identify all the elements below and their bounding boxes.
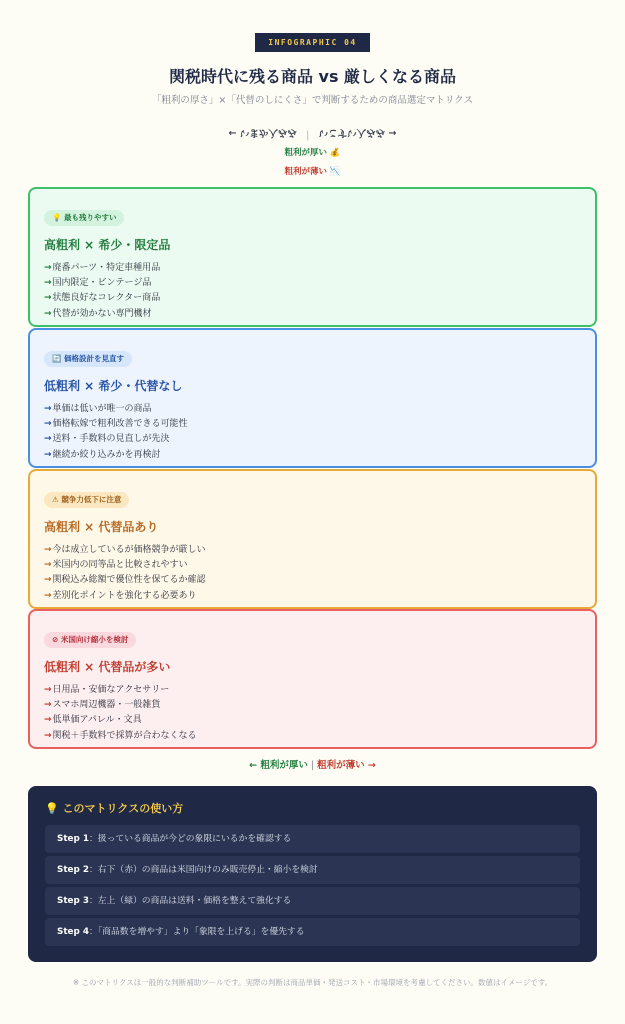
list-item: →代替が効かない専門機材 (44, 308, 152, 319)
list-item: →送料・手数料の見直しが先決 (44, 434, 170, 445)
list-item: →米国内の同等品と比較されやすい (44, 560, 188, 571)
axis-bottom-separator: | (310, 760, 315, 771)
arrow-right-icon: → (44, 404, 52, 414)
footnote: ※ このマトリクスは一般的な判断補助ツールです。実際の判断は商品単価・発送コスト・市場環境を考慮してください。数値はイメージです。 (72, 978, 553, 987)
axis-bottom-label (0, 757, 625, 771)
quadrant-card-high-margin-substitutable (28, 469, 597, 609)
list-item: →国内限定・ビンテージ品 (44, 278, 152, 289)
quadrant-heading: 高粗利 × 希少・限定品 (44, 238, 171, 252)
axis-bottom-right: 粗利が薄い → (317, 760, 376, 771)
quadrant-list (44, 261, 595, 322)
step-label: Step 1 (57, 834, 89, 844)
list-item: →単価は低いが唯一の商品 (44, 404, 152, 414)
arrow-right-icon: → (44, 449, 52, 460)
arrow-right-icon: → (44, 730, 52, 741)
list-item: →差別化ポイントを強化する必要あり (44, 590, 197, 601)
step-text: ：「商品数を増やす」より「象限を上げる」を優先する (89, 927, 305, 937)
quadrant-card-low-margin-substitutable (28, 609, 597, 749)
arrow-right-icon: → (44, 575, 52, 586)
axis-top-label (0, 127, 625, 141)
infographic-badge: INFOGRAPHIC 04 (255, 33, 370, 52)
list-item: →今は成立しているが価格競争が厳しい (44, 545, 206, 555)
arrow-right-icon: → (44, 685, 52, 695)
howto-title: 💡 このマトリクスの使い方 (45, 802, 184, 815)
step-label: Step 3 (57, 896, 89, 906)
list-item: →廃番パーツ・特定車種用品 (44, 263, 161, 273)
list-item: →日用品・安価なアクセサリー (44, 685, 170, 695)
arrow-right-icon: → (44, 590, 52, 601)
howto-panel (28, 786, 597, 962)
quadrant-list (44, 683, 595, 744)
quadrant-heading: 低粗利 × 希少・代替なし (44, 379, 183, 393)
howto-step (45, 918, 580, 946)
quadrant-badge: 🔄 価格設計を見直す (44, 351, 132, 367)
step-text: ：左上（緑）の商品は送料・価格を整えて強化する (89, 896, 292, 906)
step-text: ：右下（赤）の商品は米国向けのみ販売停止・縮小を検討 (89, 865, 318, 875)
list-item: →スマホ周辺機器・一般雑貨 (44, 700, 161, 711)
arrow-right-icon: → (44, 308, 52, 319)
step-label: Step 4 (57, 927, 89, 937)
howto-step (45, 887, 580, 915)
axis-y-top-label: 粗利が厚い 💰 (284, 148, 341, 158)
step-text: ：扱っている商品が今どの象限にいるかを確認する (89, 834, 292, 844)
arrow-right-icon: → (44, 434, 52, 445)
quadrant-badge: ⊘ 米国向け縮小を検討 (44, 632, 136, 648)
howto-step (45, 856, 580, 884)
quadrant-card-high-margin-rare (28, 187, 597, 327)
quadrant-list (44, 543, 595, 604)
list-item: →関税＋手数料で採算が合わなくなる (44, 730, 197, 741)
arrow-right-icon: → (44, 278, 52, 289)
axis-top-left: ← いまか入みみ (228, 127, 297, 138)
axis-bottom-left: ← 粗利が厚い (249, 760, 308, 771)
arrow-right-icon: → (44, 715, 52, 726)
axis-top-right: いこすい入みみ → (318, 127, 397, 138)
axis-y-bottom-label: 粗利が薄い 📉 (284, 167, 341, 177)
quadrant-heading: 低粗利 × 代替品が多い (44, 660, 171, 674)
list-item: →関税込み総額で優位性を保てるか確認 (44, 575, 206, 586)
quadrant-card-low-margin-rare (28, 328, 597, 468)
page-title: 関税時代に残る商品 vs 厳しくなる商品 (168, 67, 457, 86)
list-item: →状態良好なコレクター商品 (44, 293, 161, 304)
quadrant-badge: ⚠ 競争力低下に注意 (44, 492, 129, 508)
arrow-right-icon: → (44, 419, 52, 430)
arrow-right-icon: → (44, 263, 52, 273)
page-subtitle: 「粗利の厚さ」×「代替のしにくさ」で判断するための商品選定マトリクス (151, 95, 474, 106)
quadrant-badge: 💡 最も残りやすい (44, 210, 124, 226)
list-item: →価格転嫁で粗利改善できる可能性 (44, 419, 188, 430)
arrow-right-icon: → (44, 545, 52, 555)
quadrant-list (44, 402, 595, 463)
arrow-right-icon: → (44, 560, 52, 571)
arrow-right-icon: → (44, 293, 52, 304)
quadrant-heading: 高粗利 × 代替品あり (44, 520, 159, 534)
howto-step (45, 825, 580, 853)
axis-top-separator: | (306, 130, 310, 141)
step-label: Step 2 (57, 865, 89, 875)
list-item: →継続か絞り込みかを再検討 (44, 449, 161, 460)
list-item: →低単価アパレル・文具 (44, 715, 142, 726)
arrow-right-icon: → (44, 700, 52, 711)
